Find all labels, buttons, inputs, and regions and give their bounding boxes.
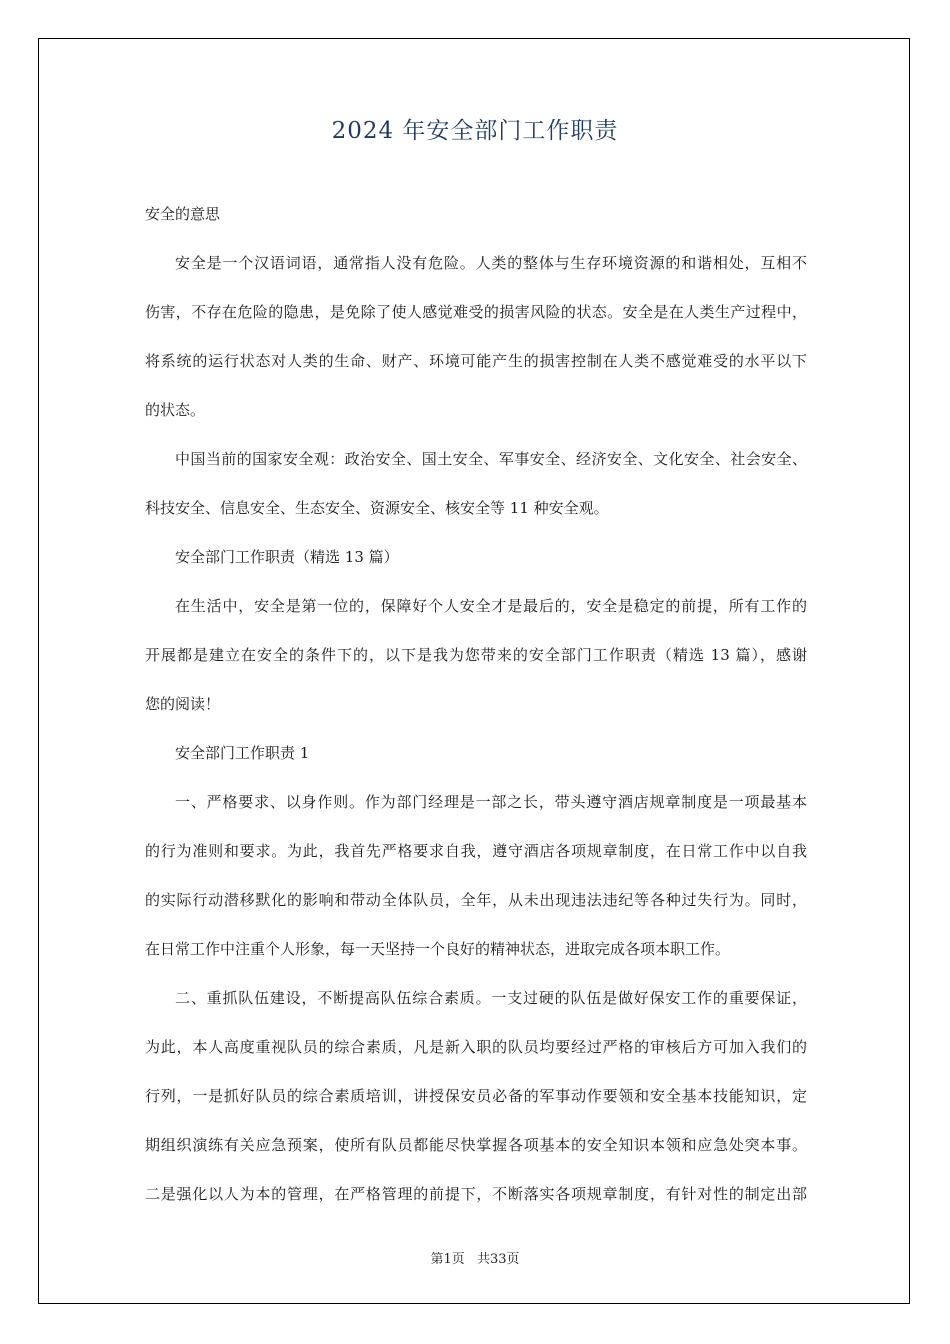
text-line: 伤害，不存在危险的隐患，是免除了使人感觉难受的损害风险的状态。安全是在人类生产过程中， <box>145 303 807 321</box>
page-total: 共33页 <box>476 1252 520 1267</box>
text-line: 在生活中，安全是第一位的，保障好个人安全才是最后的，安全是稳定的前提，所有工作的 <box>175 597 807 615</box>
text-line: 的实际行动潜移默化的影响和带动全体队员，全年，从未出现违法违纪等各种过失行为。同时， <box>145 891 807 909</box>
text-line: 安全是一个汉语词语，通常指人没有危险。人类的整体与生存环境资源的和谐相处，互相不 <box>175 254 807 272</box>
page-footer <box>0 1248 950 1267</box>
text-line: 将系统的运行状态对人类的生命、财产、环境可能产生的损害控制在人类不感觉难受的水平以下 <box>145 352 807 370</box>
text-line: 二、重抓队伍建设，不断提高队伍综合素质。一支过硬的队伍是做好保安工作的重要保证， <box>175 989 807 1007</box>
text-line: 二是强化以人为本的管理，在严格管理的前提下，不断落实各项规章制度，有针对性的制定出部 <box>145 1185 807 1203</box>
text-line: 行列，一是抓好队员的综合素质培训，讲授保安员必备的军事动作要领和安全基本技能知识，定 <box>145 1087 807 1105</box>
text-line: 在日常工作中注重个人形象，每一天坚持一个良好的精神状态，进取完成各项本职工作。 <box>145 940 731 958</box>
document-title: 2024 年安全部门工作职责 <box>331 118 619 144</box>
text-line: 安全部门工作职责（精选 13 篇） <box>175 548 399 566</box>
document-body <box>145 199 807 1228</box>
text-line: 安全部门工作职责 1 <box>175 744 310 762</box>
text-line: 为此，本人高度重视队员的综合素质，凡是新入职的队员均要经过严格的审核后方可加入我们的 <box>145 1038 807 1056</box>
page-number: 第1页 <box>430 1252 465 1267</box>
text-line: 中国当前的国家安全观：政治安全、国土安全、军事安全、经济安全、文化安全、社会安全、 <box>175 450 807 468</box>
text-line: 的状态。 <box>145 401 206 419</box>
text-line: 期组织演练有关应急预案，使所有队员都能尽快掌握各项基本的安全知识本领和应急处突本事。 <box>145 1136 807 1154</box>
text-line: 一、严格要求、以身作则。作为部门经理是一部之长，带头遵守酒店规章制度是一项最基本 <box>175 793 807 811</box>
text-line: 科技安全、信息安全、生态安全、资源安全、核安全等 11 种安全观。 <box>145 499 609 517</box>
text-line: 开展都是建立在安全的条件下的，以下是我为您带来的安全部门工作职责（精选 13 篇），感谢 <box>145 646 807 664</box>
text-line: 的行为准则和要求。为此，我首先严格要求自我，遵守酒店各项规章制度，在日常工作中以自我 <box>145 842 807 860</box>
text-line: 安全的意思 <box>145 205 221 223</box>
text-line: 您的阅读！ <box>145 695 221 713</box>
